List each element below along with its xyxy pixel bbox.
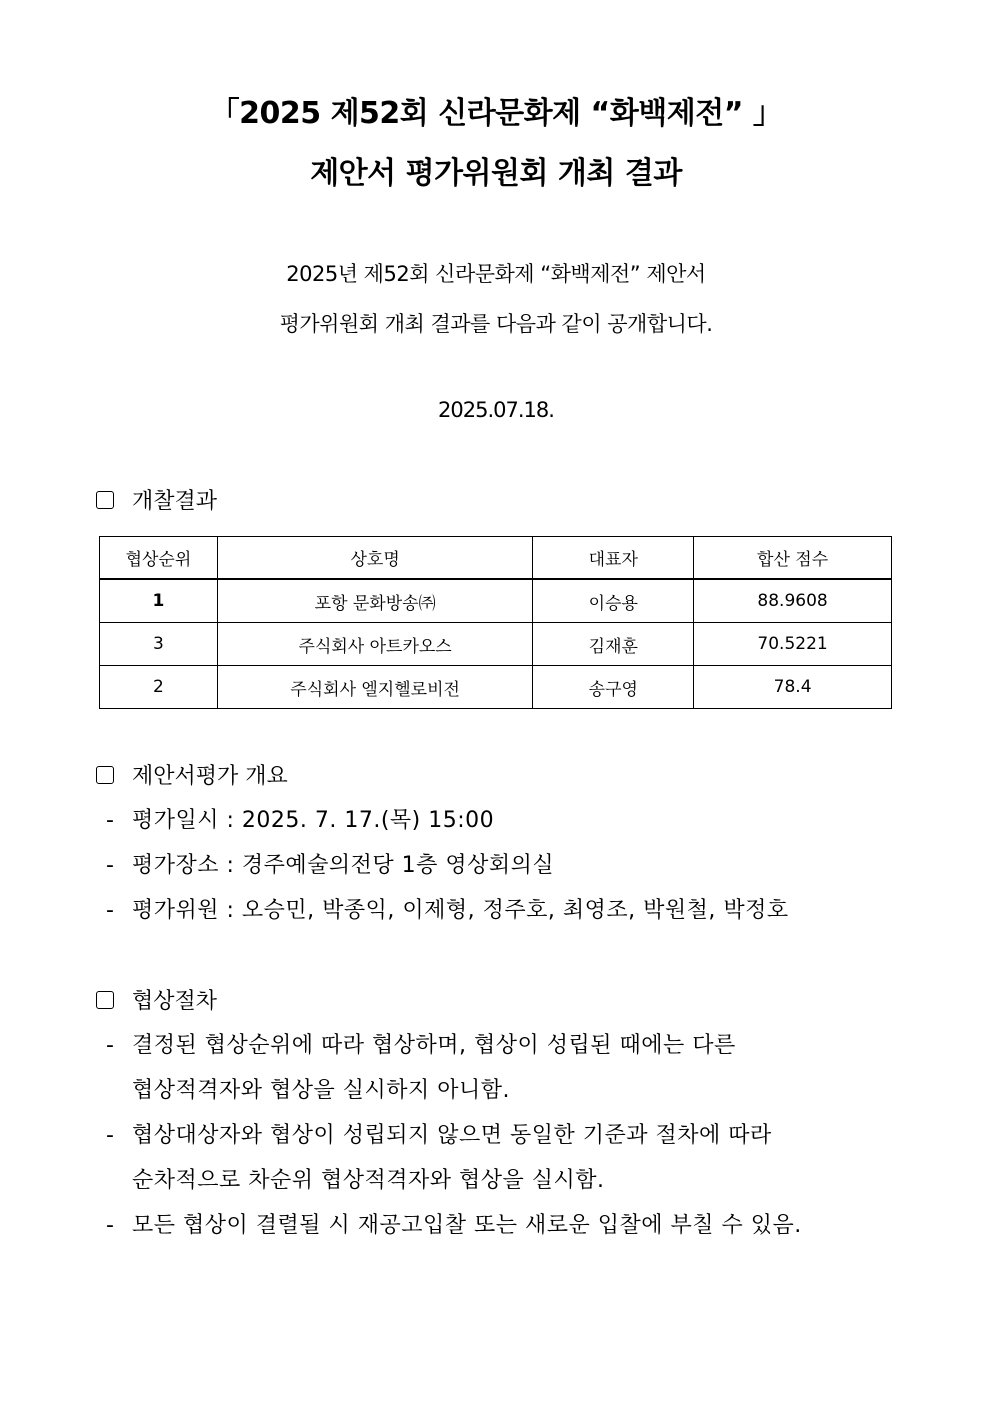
dash-bullet: - — [106, 898, 115, 923]
overview-item-date — [106, 803, 494, 834]
overview-item-location — [106, 848, 554, 879]
header-rank: 협상순위 — [100, 537, 218, 580]
table-row — [100, 623, 892, 666]
document-title-line1: 「2025 제52회 신라문화제 “화백제전” 」 — [209, 96, 783, 131]
procedure-item-text: 협상대상자와 협상이 성립되지 않으면 동일한 기준과 절차에 따라 — [132, 1123, 772, 1148]
dash-bullet: - — [106, 808, 115, 833]
header-total-score: 합산 점수 — [694, 537, 892, 580]
section-heading-text: 협상절차 — [132, 989, 218, 1014]
overview-item-members — [106, 893, 789, 924]
overview-item-text: 평가위원 : 오승민, 박종익, 이제형, 정주호, 최영조, 박원철, 박정호 — [132, 898, 789, 923]
cell-rank: 3 — [100, 623, 218, 666]
cell-score: 70.5221 — [694, 623, 892, 666]
procedure-item-2-continuation: 순차적으로 차순위 협상적격자와 협상을 실시함. — [132, 1168, 605, 1193]
checkbox-square-icon — [96, 491, 114, 509]
table-row — [100, 666, 892, 709]
announcement-date: 2025.07.18. — [438, 398, 554, 422]
checkbox-square-icon — [96, 991, 114, 1009]
cell-rank: 2 — [100, 666, 218, 709]
cell-representative: 이승용 — [533, 579, 694, 623]
procedure-item-3 — [106, 1208, 802, 1239]
procedure-item-2 — [106, 1118, 772, 1149]
cell-company: 주식회사 아트카오스 — [217, 623, 533, 666]
cell-score: 88.9608 — [694, 579, 892, 623]
table-header-row — [100, 537, 892, 580]
cell-representative: 송구영 — [533, 666, 694, 709]
cell-score: 78.4 — [694, 666, 892, 709]
section-evaluation-overview-heading — [96, 759, 288, 790]
dash-bullet: - — [106, 853, 115, 878]
overview-item-text: 평가장소 : 경주예술의전당 1층 영상회의실 — [132, 853, 555, 878]
document-title-line2: 제안서 평가위원회 개최 결과 — [310, 156, 682, 191]
header-representative: 대표자 — [533, 537, 694, 580]
overview-item-text: 평가일시 : 2025. 7. 17.(목) 15:00 — [132, 808, 495, 833]
dash-bullet: - — [106, 1213, 115, 1238]
intro-line1: 2025년 제52회 신라문화제 “화백제전” 제안서 — [286, 262, 706, 286]
cell-rank: 1 — [100, 579, 218, 623]
cell-company: 주식회사 엘지헬로비전 — [217, 666, 533, 709]
procedure-item-text: 결정된 협상순위에 따라 협상하며, 협상이 성립된 때에는 다른 — [132, 1033, 736, 1058]
checkbox-square-icon — [96, 766, 114, 784]
cell-company: 포항 문화방송㈜ — [217, 579, 533, 623]
bid-results-table — [99, 536, 892, 709]
cell-representative: 김재훈 — [533, 623, 694, 666]
procedure-item-text: 모든 협상이 결렬될 시 재공고입찰 또는 새로운 입찰에 부칠 수 있음. — [132, 1213, 802, 1238]
section-heading-text: 개찰결과 — [132, 489, 218, 514]
dash-bullet: - — [106, 1033, 115, 1058]
intro-line2: 평가위원회 개최 결과를 다음과 같이 공개합니다. — [279, 312, 713, 336]
procedure-item-1 — [106, 1028, 736, 1059]
section-bid-results-heading — [96, 484, 217, 515]
dash-bullet: - — [106, 1123, 115, 1148]
table-row — [100, 579, 892, 623]
section-negotiation-procedure-heading — [96, 984, 217, 1015]
procedure-item-1-continuation: 협상적격자와 협상을 실시하지 아니함. — [132, 1078, 511, 1103]
section-heading-text: 제안서평가 개요 — [132, 764, 288, 789]
header-company: 상호명 — [217, 537, 533, 580]
